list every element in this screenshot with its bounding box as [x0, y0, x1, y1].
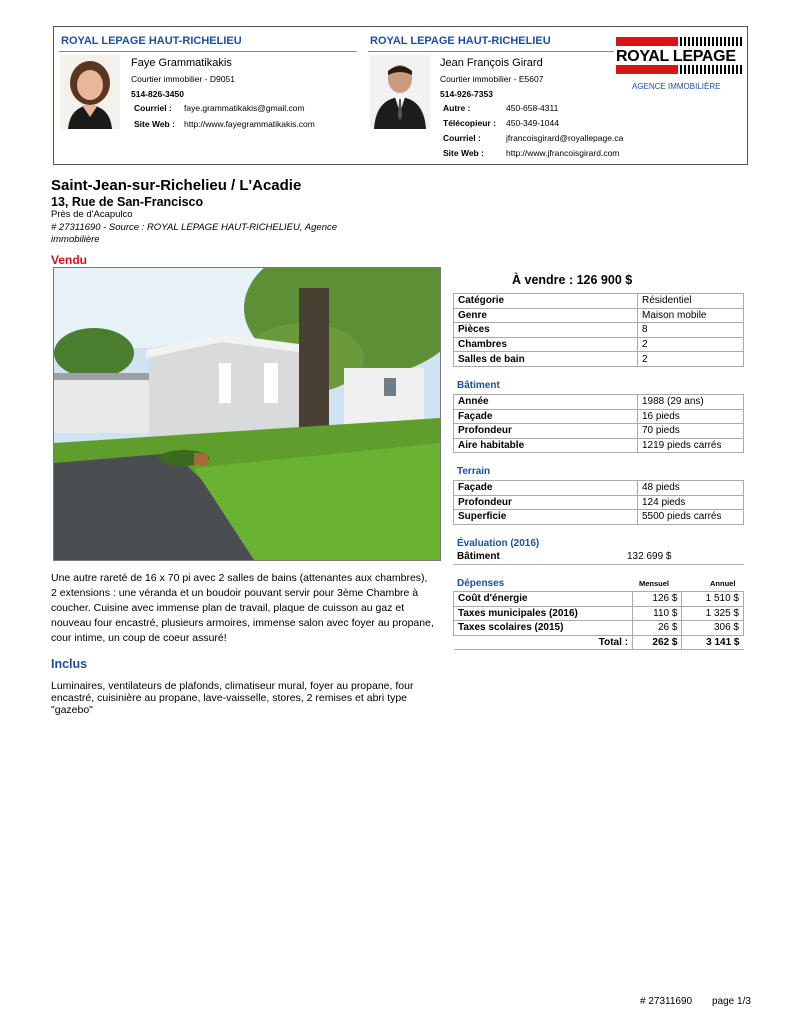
email-label: Courriel : — [443, 133, 481, 143]
evaluation-title: Évaluation (2016) — [457, 538, 540, 549]
table-row: Coût d'énergie 126 $ 1 510 $ — [454, 592, 744, 607]
listing-address: 13, Rue de San-Francisco — [51, 195, 204, 209]
broker-name: Faye Grammatikakis — [131, 57, 232, 69]
property-photo[interactable] — [53, 267, 441, 561]
included-title: Inclus — [51, 657, 88, 671]
broker-title: Courtier immobilier - D9051 — [131, 74, 235, 84]
other-phone[interactable]: 450-658-4311 — [506, 103, 559, 113]
table-row: Profondeur 124 pieds — [454, 495, 744, 510]
logo-subtitle: AGENCE IMMOBILIÈRE — [632, 82, 721, 91]
fax-number: 450-349-1044 — [506, 118, 559, 128]
other-phone-label: Autre : — [443, 103, 471, 113]
email-label: Courriel : — [134, 103, 172, 113]
page-number: page 1/3 — [712, 996, 751, 1007]
broker-phone[interactable]: 514-826-3450 — [131, 89, 184, 99]
table-row: Catégorie Résidentiel — [454, 294, 744, 309]
general-specs-table — [453, 293, 744, 367]
depenses-title: Dépenses — [457, 578, 505, 589]
batiment-table — [453, 394, 744, 453]
table-row: Façade 16 pieds — [454, 409, 744, 424]
broker-photo-jean-francois — [370, 55, 430, 129]
broker-photo-faye — [60, 55, 120, 129]
table-row: Genre Maison mobile — [454, 308, 744, 323]
col-monthly-header: Mensuel — [639, 579, 670, 588]
listing-description: Une autre rareté de 16 x 70 pi avec 2 salles de bains (attenantes aux chambres), 2 extensions : une véranda et un boudoir pouvant servir pour 3ème Chambre à coucher. Cuisine avec immense plan de travail, plaque de cuisson au gaz et nouveau four encastré, plusieurs armoires, immense salon avec foyer au propane, cour intime, un coup de coeur assuré! — [51, 572, 434, 644]
agency-name-right: ROYAL LEPAGE HAUT-RICHELIEU — [370, 35, 551, 47]
evaluation-row — [453, 550, 744, 565]
footer-listing-id: # 27311690 — [640, 996, 693, 1007]
web-label: Site Web : — [443, 148, 484, 158]
table-row: Salles de bain 2 — [454, 352, 744, 367]
col-annual-header: Annuel — [710, 579, 736, 588]
broker-phone[interactable]: 514-926-7353 — [440, 89, 493, 99]
web-label: Site Web : — [134, 119, 175, 129]
broker-email-link[interactable]: jfrancoisgirard@royallepage.ca — [506, 133, 624, 143]
broker-email-link[interactable]: faye.grammatikakis@gmail.com — [184, 103, 305, 113]
depenses-table — [453, 591, 744, 650]
table-row: Aire habitable 1219 pieds carrés — [454, 438, 744, 453]
divider — [368, 51, 614, 52]
table-row: Taxes municipales (2016) 110 $ 1 325 $ — [454, 606, 744, 621]
table-row: Taxes scolaires (2015) 26 $ 306 $ — [454, 621, 744, 636]
asking-price: À vendre : 126 900 $ — [512, 273, 633, 287]
table-row: Pièces 8 — [454, 323, 744, 338]
table-row: Année 1988 (29 ans) — [454, 395, 744, 410]
logo-wordmark: ROYAL LEPAGE — [616, 48, 736, 65]
divider — [59, 51, 357, 52]
broker-name: Jean François Girard — [440, 57, 543, 69]
table-row: Superficie 5500 pieds carrés — [454, 510, 744, 525]
broker-title: Courtier immobilier - E5607 — [440, 74, 544, 84]
batiment-title: Bâtiment — [457, 380, 500, 391]
broker-website-link[interactable]: http://www.jfrancoisgirard.com — [506, 148, 620, 158]
terrain-table — [453, 480, 744, 525]
broker-website-link[interactable]: http://www.fayegrammatikakis.com — [184, 119, 315, 129]
agency-name-left: ROYAL LEPAGE HAUT-RICHELIEU — [61, 35, 242, 47]
listing-near: Près de d'Acapulco — [51, 209, 133, 220]
evaluation-value: 132 699 $ — [627, 551, 672, 562]
fax-label: Télécopieur : — [443, 118, 496, 128]
terrain-title: Terrain — [457, 466, 491, 477]
listing-city: Saint-Jean-sur-Richelieu / L'Acadie — [51, 177, 302, 194]
status-badge: Vendu — [51, 253, 88, 267]
table-row: Chambres 2 — [454, 337, 744, 352]
table-row: Profondeur 70 pieds — [454, 424, 744, 439]
total-row: Total : 262 $ 3 141 $ — [454, 635, 744, 650]
evaluation-label: Bâtiment — [457, 551, 500, 562]
table-row: Façade 48 pieds — [454, 481, 744, 496]
included-items: Luminaires, ventilateurs de plafonds, climatiseur mural, foyer au propane, four encastré, cuisinière au propane, lave-vaisselle, stores, 2 remises et abri type "gazebo" — [51, 680, 414, 716]
listing-source: # 27311690 - Source : ROYAL LEPAGE HAUT-RICHELIEU, Agence immobilière — [51, 222, 338, 245]
